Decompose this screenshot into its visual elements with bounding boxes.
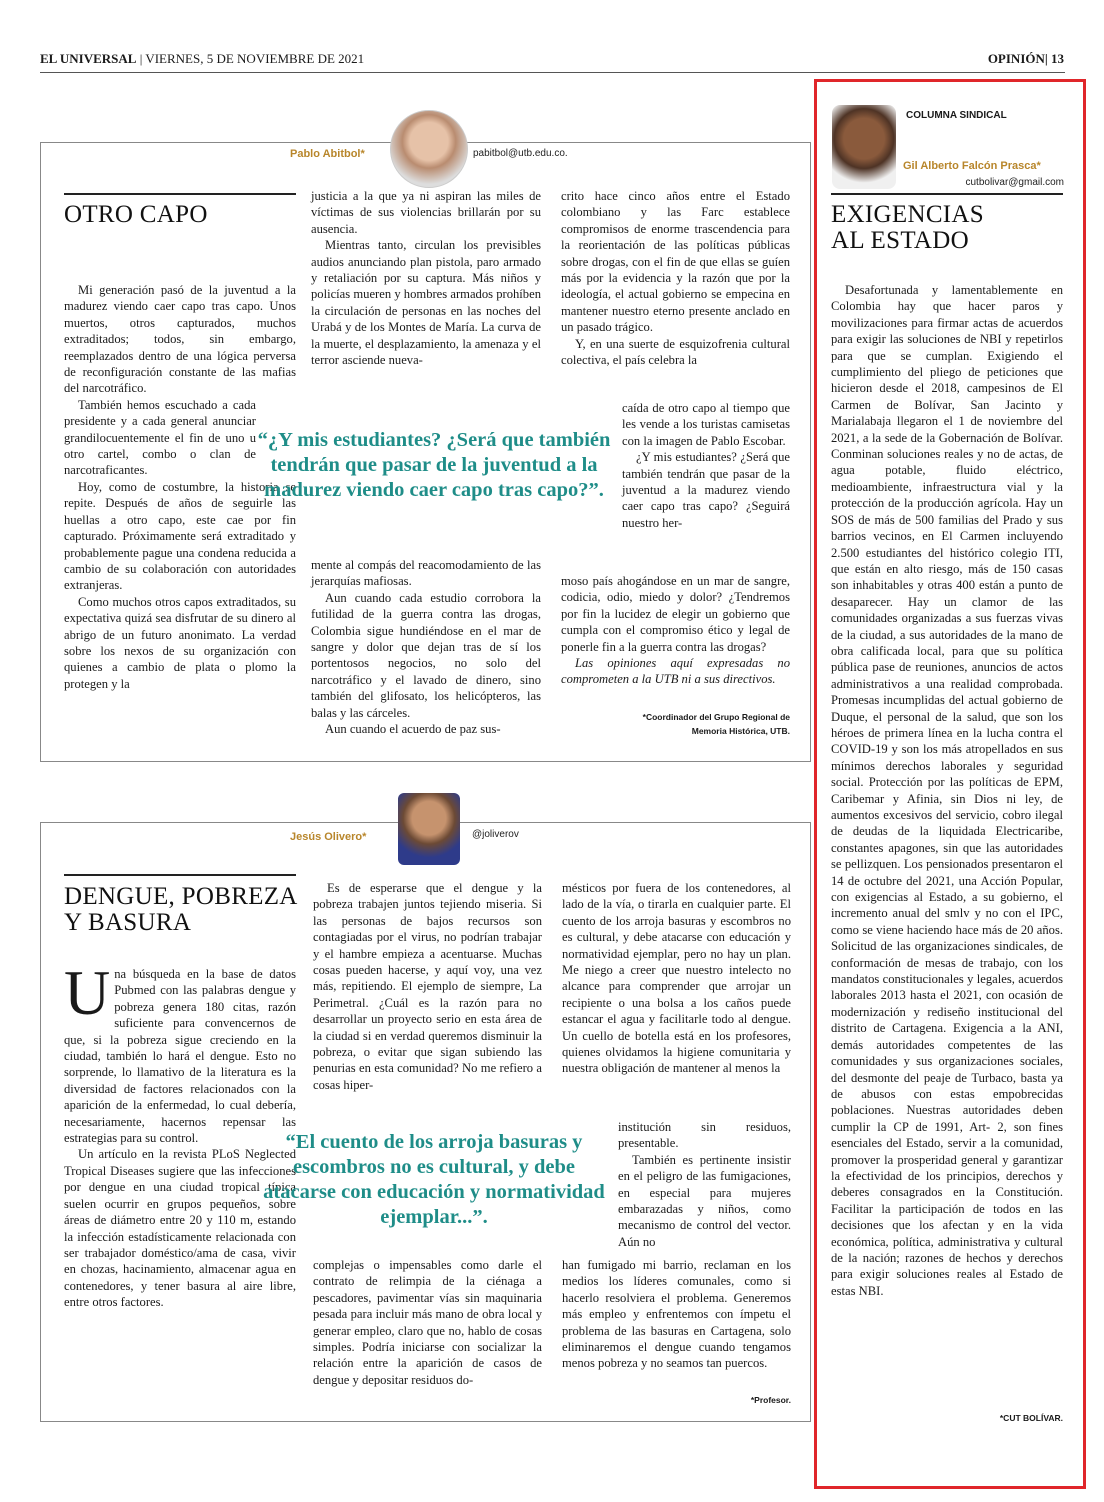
paper-name: EL UNIVERSAL [40,51,137,66]
article3-signature: *CUT BOLÍVAR. [999,1413,1063,1423]
paragraph: Como muchos otros capos extraditados, su expectativa quizá sea disfrutar de su dinero al abrigo de un futuro anonimato. La verdad sobre los nexos de su organización con quienes a cambio de plata o plomo la protegen y la [64,594,296,691]
paragraph: Desafortunada y lamentablemente en Colombia hay que hacer paros y movilizaciones para firmar actas de acuerdos para exigir las soluciones de NBI y repetirlos para que se cumplan. Exigiendo el cumplimiento del pliego de peticiones que hicieron desde el 2018, campesinos de El Carmen de Bolívar, San Jacinto y Marialabaja llegaron el 1 de noviembre del 2021, a la sede de la Gobernación de Bolívar. Conminan soluciones reales y no de actas, de agua potable, fluido eléctrico, medioambiente, infraestructura vial y la protección de la producción agrícola. Hay un SOS de más de 500 familias del Prado y sus barrios vecinos, en El Carmen incluyendo 2.500 estudiantes del histórico colegio ITI, que están en alto riesgo, más de 150 casas son inhabitables y otras 400 están a punto de desaparecer. Hay un clamor de las comunidades organizadas a sus fuerzas vivas de la ciudad, a sus autoridades de la mano de obra calificada local, para que su política pública pase de reuniones, anuncios de actos administrativos a una realidad comprobada. Promesas incumplidas del actual gobierno de Duque, el personal de la salud, que son los héroes de primera línea en la lucha contra el COVID-19 y son los más atropellados en sus mínimos derechos laborales y seguridad social. Protección por las políticas de EPM, Caribemar y Afinia, sin Dios ni ley, de aumentos excesivos del servicio, cobro ilegal de deudas de la liquidada Electricaribe, constantes apagones, sin que las autoridades se pellizquen. Los pensionados presentaron el 14 de octubre del 2021, una Acción Popular, con exigencias al Estado, a su gobierno, el incremento anual del smlv y no con el IPC, como se viene haciendo hace más de 20 años. Solicitud de las organizaciones sindicales, de conformación de mesas de trabajo, con los mandatos constitucionales y legales, acuerdos laborales 2013 hasta el 2021, con ocasión de modernización y rediseño institucional del distrito de Cartagena. Exigencia a la ANI, demás autoridades competentes de las comunidades y sus organizaciones sociales, del desmonte del peaje de Turbaco, basta ya de abusos con estas empobrecidas poblaciones. Nuestras autoridades deben cumplir la CP de 1991, Art- 2, son fines esenciales del Estado, servir a la comunidad, promover la prosperidad general y garantizar la efectividad de los principios, derechos y deberes consagrados en la Constitución. Facilitar la participación de todos en las decisiones que los afectan y en la vida económica, política, administrativa y cultural de la nación; razones de hechos y derechos para exigir soluciones reales al Estado de estas NBI. [831,283,1063,1298]
article1-author: Pablo Abitbol* [290,148,365,160]
article1-column-3 [561,188,790,368]
paragraph: Un artículo en la revista PLoS Neglected Tropical Diseases sugiere que las infecciones por dengue en una ciudad tropical típica suelen ocurrir en grupos pequeños, sobre áreas de diámetro entre 20 y 110 m, estando la infección estadísticamente relacionada con ser trabajador doméstico/ama de casa, vivir en chozas, hacinamiento, almacenar agua en contenedores, y tener basura al aire libre, entre otros factores. [64,1147,296,1310]
article3-title-rule [831,193,1063,195]
article1-pull-quote: “¿Y mis estudiantes? ¿Será que también tendrán que pasar de la juventud a la madurez viendo caer capo tras capo?”. [257,429,611,501]
paragraph: moso país ahogándose en un mar de sangre, codicia, odio, miedo y dolor? ¿Tendremos por fin la lucidez de elegir un gobierno que cumpla con el compromiso ético y legal de ponerle fin a la guerra contra las drogas? [561,574,790,654]
article3-author: Gil Alberto Falcón Prasca* [903,160,1041,172]
article2-column-3 [562,880,791,1077]
article2-title: DENGUE, POBREZA Y BASURA [64,883,298,936]
article1-signature: *Coordinador del Grupo Regional de Memoria Histórica, UTB. [642,712,790,736]
paragraph: Mi generación pasó de la juventud a la madurez viendo caer capo tras capo. Unos muertos, otros capturados, muchos extraditados; todos, sin embargo, reemplazados dentro de una lógica perversa de reconfiguración constante de las mafias del narcotráfico. [64,283,296,396]
article2-title-rule [64,874,296,876]
issue-date: VIERNES, 5 DE NOVIEMBRE DE 2021 [145,51,365,66]
paragraph: Aun cuando cada estudio corrobora la futilidad de la guerra contra las drogas, Colombia sigue hundiéndose en el mar de sangre y dolor que dejan tras de sí los portentosos negocios, no solo del narcotráfico y el lavado de dinero, sino también del glifosato, los helicópteros, las balas y las cárceles. [311,590,541,720]
header-rule [40,72,1065,73]
paragraph: Es de esperarse que el dengue y la pobreza trabajen juntos tejiendo miseria. Si las personas de bajos recursos son contagiadas por el virus, no podrían trabajar y el hambre empieza a acentuarse. Muchas cosas pueden hacerse, y aquí voy, una vez más, repitiendo. El ejemplo de siempre, La Perimetral. ¿Cuál es la razón para no desarrollar un proyecto serio en esta área de la ciudad si en verdad queremos disminuir la pobreza, o evitar que sigan subiendo las penurias en esta comunidad? No me refiero a cosas hiper- [313,881,542,1092]
masthead-left: EL UNIVERSAL | VIERNES, 5 DE NOVIEMBRE DE 2021 [40,51,365,66]
article1-email: pabitbol@utb.edu.co. [473,148,568,159]
article2-author-photo [398,793,460,865]
paragraph: Una búsqueda en la base de datos Pubmed con las palabras dengue y pobreza genera 180 citas, razón suficiente para convencernos de que, si la pobreza sigue creciendo en la ciudad, también lo hará el dengue. Esto no sorprende, lo llamativo de la literatura es la diversidad de factores relacionados con la aparición de la enfermedad, lo cual debería, necesariamente, hacernos repensar las estrategias para su control. [64,957,296,1146]
article2-email: @joliverov [472,829,519,840]
paragraph: mésticos por fuera de los contenedores, al lado de la vía, o tirarla en cualquier parte. El cuento de los arroja basuras y escombros no es cultural, y debe atacarse con educación y normatividad ejemplar, pero no hay un plan. Me niego a creer que nuestro intelecto no alcance para comprender que arrojar un recipiente o una bolsa a los caños puede estancar el agua y facilitarle todo al dengue. Un cuello de botella está en los profesores, quienes olvidamos la higiene comunitaria y nuestra obligación de mantener al menos la [562,881,791,1076]
paragraph: También es pertinente insistir en el peligro de las fumigaciones, en especial para mujeres embarazadas y niños, como mecanismo de control del vector. Aún no [618,1152,791,1249]
page-number: 13 [1051,51,1064,66]
paragraph: crito hace cinco años entre el Estado colombiano y las Farc establece compromisos de enorme trascendencia para la reorientación de las políticas públicas sobre drogas, con el fin de que ellas se guíen más por la evidencia y la razón que por la ideología, el actual gobierno se empecina en mantener nuestro eterno presente anclado en un pasado trágico. [561,189,790,335]
paragraph: Aun cuando el acuerdo de paz sus- [325,722,501,737]
article2-author: Jesús Olivero* [290,831,367,843]
article1-title-rule [64,193,296,195]
masthead-right: OPINIÓN| 13 [987,51,1064,66]
article1-column-2-lower [311,557,541,737]
article3-email: cutbolivar@gmail.com [965,177,1064,188]
article1-column-3-lower [561,573,790,688]
paragraph: Mientras tanto, circulan los previsibles audios anunciando plan pistola, paro armado y retaliación por su captura. Más niños y policías mueren y hombres armados prohíben la circulación de personas en las noches del Urabá y de los Montes de María. La curva de la muerte, el desplazamiento, la amenaza y el terror asciende nueva- [311,238,541,368]
paragraph: Y, en una suerte de esquizofrenia cultural colectiva, el país celebra la [561,336,790,368]
paragraph: complejas o impensables como darle el contrato de relimpia de la ciénaga a pescadores, pavimentar vías sin maquinaria pesada para incluir más mano de obra local y generar empleo, claro que no, hablo de cosas simples. Podría iniciarse con socializar la relación entre la aparición de casos de dengue y depositar residuos do- [313,1258,542,1387]
article2-column-3-wrap [618,1119,791,1250]
article1-title: OTRO CAPO [64,201,208,228]
paragraph: institución sin residuos, presentable. [618,1120,791,1151]
article1-author-photo [390,110,468,188]
article2-column-2-lower [313,1257,542,1388]
paragraph: ¿Y mis estudiantes? ¿Será que también tendrán que pasar de la juventud a la madurez viendo caer capo tras capo? ¿Seguirá nuestro her- [622,450,790,530]
paragraph: También hemos escuchado a cada presidente y a cada general anunciar grandilocuentemente el fin de uno u otro cartel, combo o clan de narcotraficantes. [64,397,256,478]
article1-column-2 [311,188,541,368]
article3-author-photo [832,105,896,189]
article2-pull-quote: “El cuento de los arroja basuras y escombros no es cultural, y debe atacarse con educación y normatividad ejemplar...”. [263,1131,605,1228]
article3-title: EXIGENCIAS AL ESTADO [831,201,984,254]
section-name: OPINIÓN [987,51,1045,66]
article2-column-2 [313,880,542,1093]
article2-signature: *Profesor. [750,1395,791,1405]
drop-cap: U [64,957,111,1028]
paragraph: caída de otro capo al tiempo que les vende a los turistas camisetas con la imagen de Pablo Escobar. [622,401,790,448]
article1-column-3-wrap [622,400,790,531]
disclaimer: Las opiniones aquí expresadas no comprometen a la UTB ni a sus directivos. [561,656,790,687]
article3-body [831,282,1063,1299]
paragraph: Hoy, como de costumbre, la historia se repite. Después de años de seguirle las huellas a otro capo, este cae por fin capturado. Próximamente será extraditado y probablemente pague una condena reducida a cambio de su colaboración con autoridades extranjeras. [64,479,296,593]
paragraph: han fumigado mi barrio, reclaman en los medios los líderes comunales, como si hacerlo resolviera el problema. Generemos más empleo y enfrentemos con ímpetu el problema de las basuras en Cartagena, solo eliminaremos el dengue cuando tengamos menos pobreza y no seamos tan puercos. [562,1258,791,1371]
paragraph: justicia a la que ya ni aspiran las miles de víctimas de sus violencias brillarán por su ausencia. [311,189,541,236]
article2-column-3-lower [562,1257,791,1372]
article3-kicker: COLUMNA SINDICAL [906,110,1007,121]
paragraph: mente al compás del reacomodamiento de las jerarquías mafiosas. [311,558,541,589]
